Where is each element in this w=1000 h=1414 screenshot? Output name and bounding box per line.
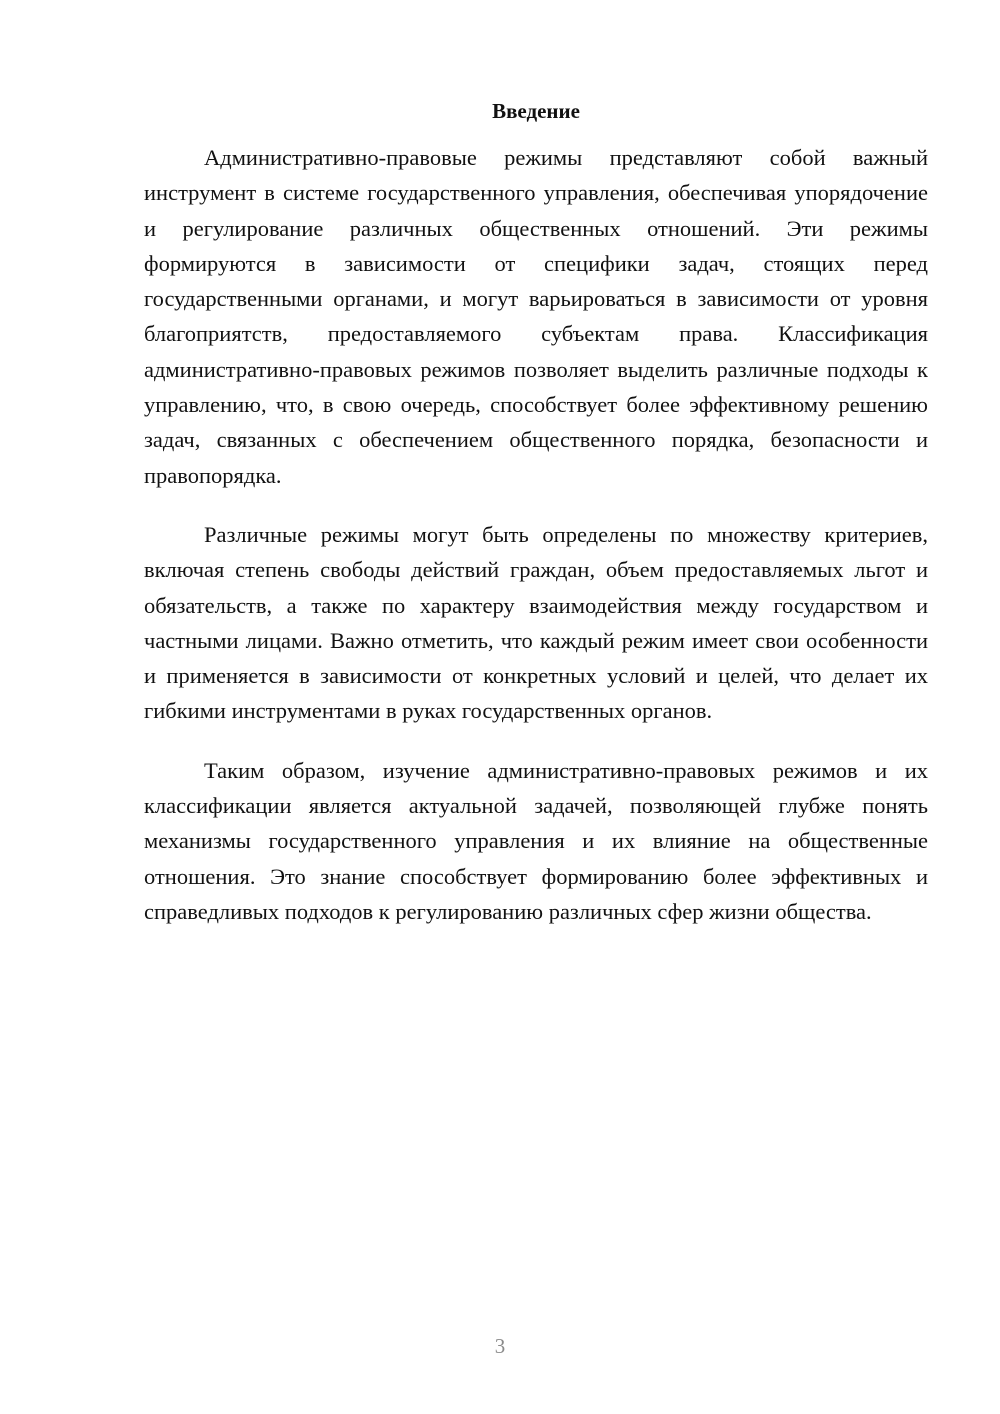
section-title: Введение [492, 99, 580, 123]
paragraph-2: Различные режимы могут быть определены по множеству критериев, включая степень свободы действий граждан, объем предоставляемых льгот и обязательств, а также по характеру взаимодействия между государством и частными лицами. Важно отметить, что каждый режим имеет свои особенности и применяется в зависимости от конкретных условий и целей, что делает их гибкими инструментами в руках государственных органов. [144, 521, 928, 724]
paragraph-1: Административно-правовые режимы представляют собой важный инструмент в системе государственного управления, обеспечивая упорядочение и регулирование различных общественных отношений. Эти режимы формируются в зависимости от специфики задач, стоящих перед государственными органами, и могут варьироваться в зависимости от уровня благоприятств, предоставляемого субъектам права. Классификация административно-правовых режимов позволяет выделить различные подходы к управлению, что, в свою очередь, способствует более эффективному решению задач, связанных с обеспечением общественного порядка, безопасности и правопорядка. [144, 145, 928, 488]
paragraph-3: Таким образом, изучение административно-правовых режимов и их классификации является актуальной задачей, позволяющей глубже понять механизмы государственного управления и их влияние на общественные отношения. Это знание способствует формированию более эффективных и справедливых подходов к регулированию различных сфер жизни общества. [144, 757, 928, 924]
page-number: 3 [494, 1334, 506, 1358]
page-content [144, 94, 928, 953]
